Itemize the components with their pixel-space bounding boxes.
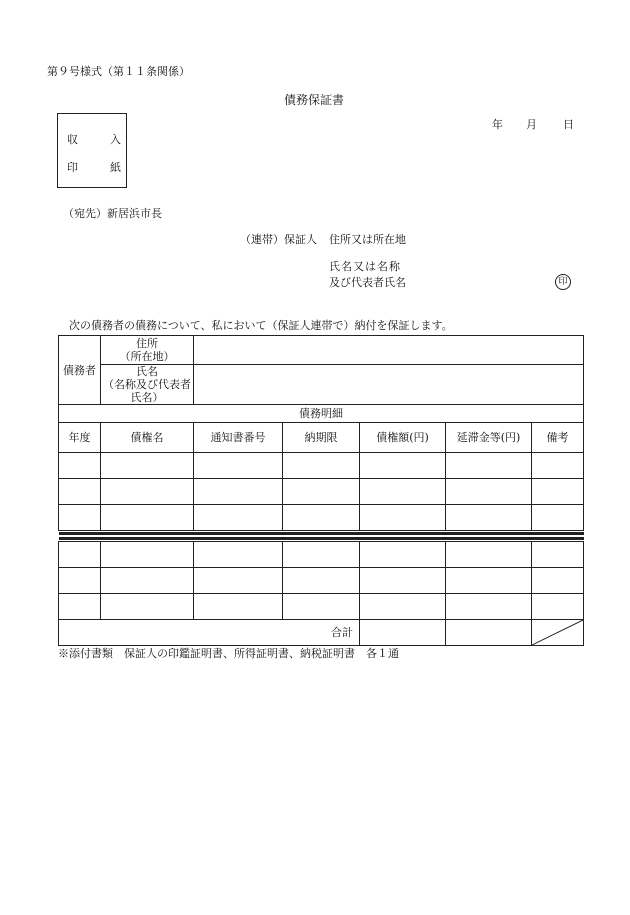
addressee: （宛先）新居浜市長	[63, 207, 162, 220]
table-row	[59, 568, 584, 594]
debtor-name-sub: （名称及び代表者氏名）	[103, 378, 191, 404]
debtor-address-sub: （所在地）	[119, 350, 175, 363]
date-day: 日	[563, 118, 574, 131]
form-number: 第９号様式（第１１条関係）	[47, 65, 190, 78]
date-year: 年	[492, 118, 503, 131]
table-cell[interactable]	[446, 568, 532, 594]
table-row	[59, 505, 584, 531]
table-cell[interactable]	[446, 479, 532, 505]
seal-mark: 印	[555, 274, 571, 290]
stamp-char-shi: 紙	[110, 161, 121, 174]
table-cell[interactable]	[101, 568, 194, 594]
table-row	[59, 542, 584, 568]
debtor-address-label	[101, 336, 194, 365]
col-header-due-date: 納期限	[283, 423, 360, 453]
table-cell[interactable]	[360, 505, 446, 531]
debtor-name-main: 氏名	[136, 365, 158, 378]
total-label: 合計	[59, 620, 360, 646]
table-cell[interactable]	[360, 542, 446, 568]
table-cell[interactable]	[446, 542, 532, 568]
guarantor-name-label: 氏名又は名称	[329, 260, 401, 273]
table-cell[interactable]	[101, 479, 194, 505]
table-cell[interactable]	[360, 568, 446, 594]
table-cell[interactable]	[360, 594, 446, 620]
table-cell[interactable]	[283, 505, 360, 531]
table-cell[interactable]	[59, 542, 101, 568]
table-row	[59, 479, 584, 505]
stamp-char-nyu: 入	[110, 133, 121, 146]
table-cell[interactable]	[283, 479, 360, 505]
total-late-fee[interactable]	[446, 620, 532, 646]
table-cell[interactable]	[446, 594, 532, 620]
debtor-address-main: 住所	[136, 337, 158, 350]
revenue-stamp-box	[57, 113, 127, 188]
table-cell[interactable]	[532, 505, 584, 531]
guarantor-prefix: （連帯）保証人	[240, 233, 317, 246]
table-cell[interactable]	[194, 479, 283, 505]
table-cell[interactable]	[194, 594, 283, 620]
attachments-note: ※添付書類 保証人の印鑑証明書、所得証明書、納税証明書 各１通	[58, 647, 399, 660]
table-cell[interactable]	[283, 594, 360, 620]
debtor-address-field[interactable]	[194, 336, 584, 365]
table-cell[interactable]	[360, 479, 446, 505]
table-cell[interactable]	[101, 594, 194, 620]
table-cell[interactable]	[59, 453, 101, 479]
date-month: 月	[526, 118, 537, 131]
table-cell[interactable]	[283, 542, 360, 568]
col-header-claim-amount: 債権額(円)	[360, 423, 446, 453]
col-header-year: 年度	[59, 423, 101, 453]
table-cell[interactable]	[194, 542, 283, 568]
page-title: 債務保証書	[284, 93, 345, 107]
col-header-claim-name: 債権名	[101, 423, 194, 453]
table-cell[interactable]	[532, 568, 584, 594]
diagonal-strike	[532, 620, 583, 645]
total-remarks-crossed	[532, 620, 584, 646]
triple-line-separator	[59, 531, 584, 542]
table-cell[interactable]	[446, 505, 532, 531]
table-cell[interactable]	[283, 453, 360, 479]
table-cell[interactable]	[194, 505, 283, 531]
stamp-char-shu: 収	[67, 133, 78, 146]
debtor-name-label	[101, 365, 194, 405]
table-cell[interactable]	[283, 568, 360, 594]
table-cell[interactable]	[446, 453, 532, 479]
table-cell[interactable]	[59, 505, 101, 531]
guarantor-address-label: 住所又は所在地	[329, 233, 406, 246]
table-cell[interactable]	[59, 568, 101, 594]
debtor-label: 債務者	[59, 336, 101, 405]
stamp-char-in: 印	[67, 161, 78, 174]
table-cell[interactable]	[101, 453, 194, 479]
table-cell[interactable]	[532, 542, 584, 568]
table-cell[interactable]	[101, 505, 194, 531]
col-header-late-fee: 延滞金等(円)	[446, 423, 532, 453]
debtor-name-field[interactable]	[194, 365, 584, 405]
guarantee-statement: 次の債務者の債務について、私において（保証人連帯で）納付を保証します。	[69, 319, 453, 332]
table-cell[interactable]	[194, 453, 283, 479]
table-cell[interactable]	[59, 479, 101, 505]
table-cell[interactable]	[59, 594, 101, 620]
separator-cell	[59, 531, 584, 542]
table-cell[interactable]	[532, 594, 584, 620]
col-header-notice-number: 通知書番号	[194, 423, 283, 453]
details-heading: 債務明細	[59, 405, 584, 423]
col-header-remarks: 備考	[532, 423, 584, 453]
table-cell[interactable]	[532, 453, 584, 479]
total-claim-amount[interactable]	[360, 620, 446, 646]
table-cell[interactable]	[194, 568, 283, 594]
guarantor-rep-label: 及び代表者氏名	[329, 276, 406, 289]
table-row	[59, 453, 584, 479]
separator-bars	[59, 532, 584, 540]
table-cell[interactable]	[101, 542, 194, 568]
table-cell[interactable]	[360, 453, 446, 479]
total-row	[59, 620, 584, 646]
table-cell[interactable]	[532, 479, 584, 505]
table-row	[59, 594, 584, 620]
debt-table	[58, 335, 584, 646]
